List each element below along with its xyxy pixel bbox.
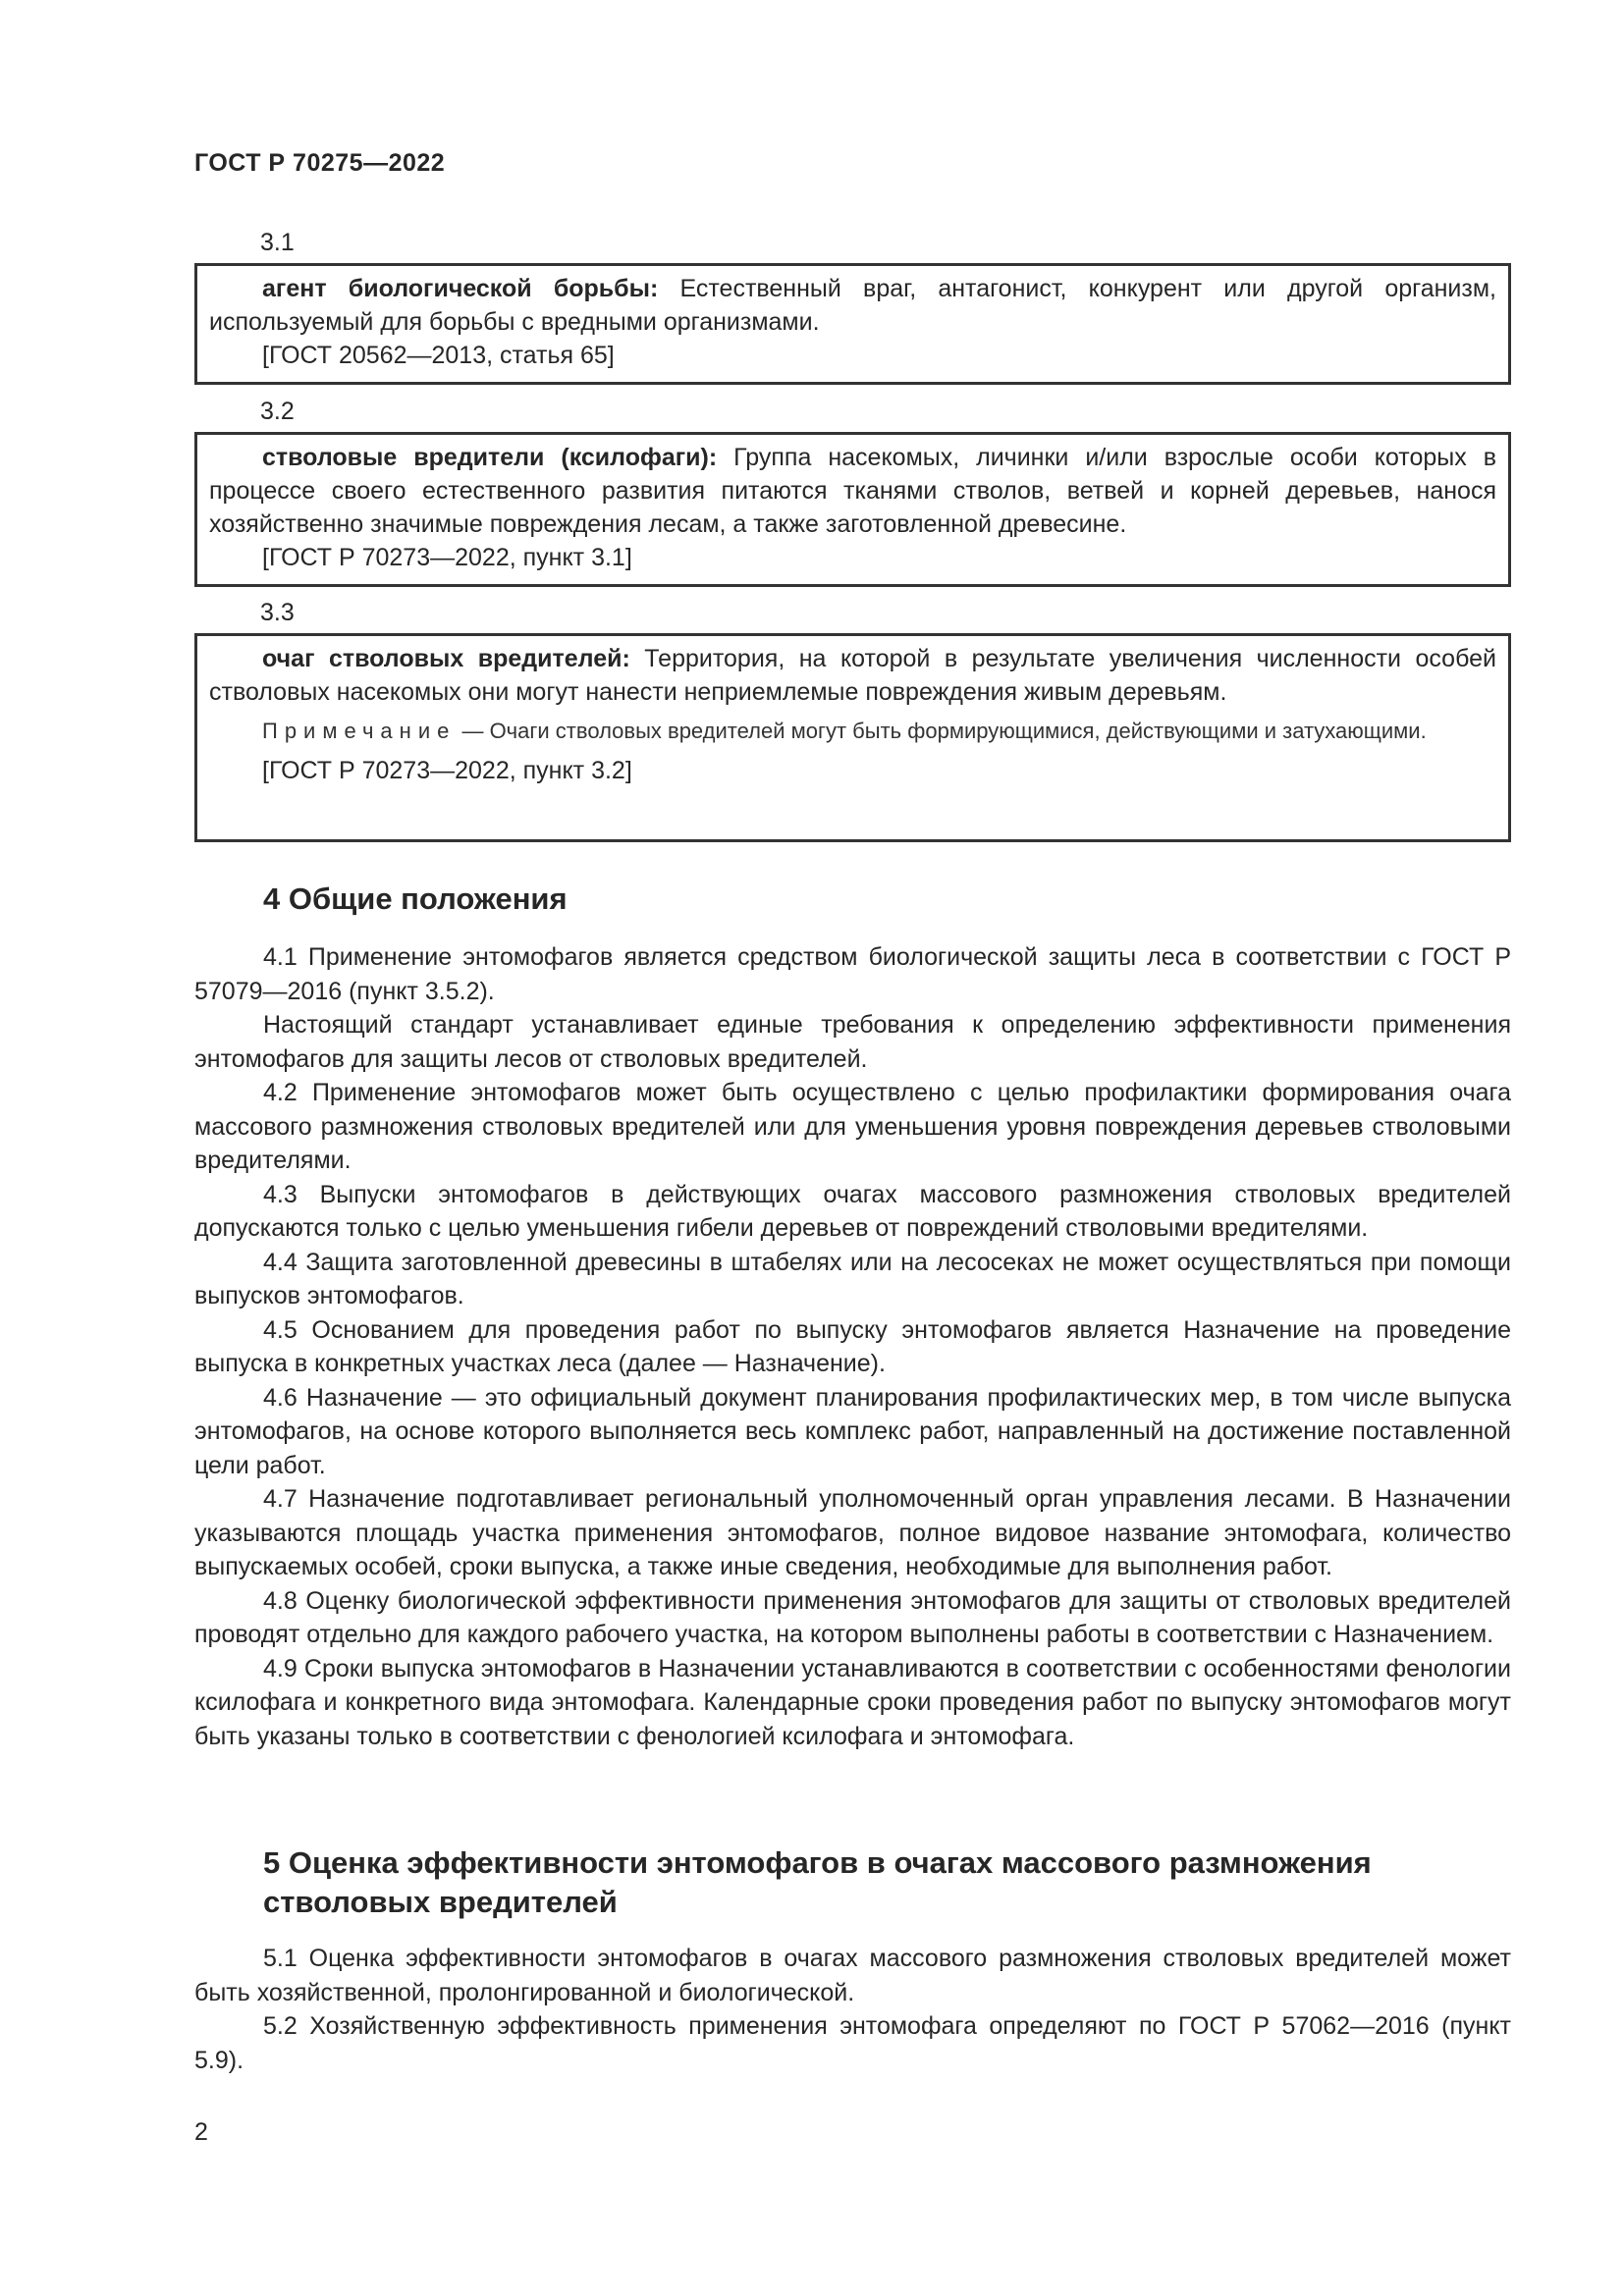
- term-definition-box: [194, 633, 1511, 842]
- term-definition: [209, 642, 1496, 709]
- paragraph: 5.2 Хозяйственную эффективность применения энтомофага определяют по ГОСТ Р 57062—2016 (пункт 5.9).: [194, 2012, 1511, 2074]
- paragraph: Настоящий стандарт устанавливает единые требования к определению эффективности применения энтомофагов для защиты лесов от стволовых вредителей.: [194, 1011, 1511, 1073]
- term-source: [ГОСТ 20562—2013, статья 65]: [262, 342, 615, 369]
- term-text: Территория, на которой в результате увеличения численности особей стволовых насекомых они могут нанести неприемлемые повреждения живым деревьям.: [209, 645, 1496, 706]
- section-4-body: [194, 940, 1511, 1753]
- paragraph: 4.5 Основанием для проведения работ по выпуску энтомофагов является Назначение на проведение выпуска в конкретных участках леса (далее — Назначение).: [194, 1315, 1511, 1377]
- term-name: стволовые вредители (ксилофаги):: [262, 444, 718, 471]
- paragraph: 4.7 Назначение подготавливает региональный уполномоченный орган управления лесами. В Назначении указываются площадь участка применения энтомофагов, полное видовое название энтомофага, количество выпускаемых особей, сроки выпуска, а также иные сведения, необходимые для выполнения работ.: [194, 1485, 1511, 1580]
- section-5-body: [194, 1942, 1511, 2077]
- paragraph: 4.2 Применение энтомофагов может быть осуществлено с целью профилактики формирования очага массового размножения стволовых вредителей или для уменьшения уровня повреждения деревьев стволовыми вредителями.: [194, 1079, 1511, 1174]
- term-definition: [209, 272, 1496, 339]
- paragraph: 4.1 Применение энтомофагов является средством биологической защиты леса в соответствии с ГОСТ Р 57079—2016 (пункт 3.5.2).: [194, 943, 1511, 1005]
- term-source: [ГОСТ Р 70273—2022, пункт 3.1]: [262, 544, 632, 571]
- document-code-header: ГОСТ Р 70275—2022: [194, 149, 446, 177]
- term-definition-box: [194, 432, 1511, 587]
- page-number: 2: [194, 2118, 208, 2146]
- paragraph: 4.4 Защита заготовленной древесины в штабелях или на лесосеках не может осуществляться при помощи выпусков энтомофагов.: [194, 1248, 1511, 1309]
- paragraph: 4.3 Выпуски энтомофагов в действующих очагах массового размножения стволовых вредителей допускаются только с целью уменьшения гибели деревьев от повреждений стволовыми вредителями.: [194, 1180, 1511, 1242]
- term-text: Естественный враг, антагонист, конкурент или другой организм, используемый для борьбы с вредными организмами.: [209, 275, 1496, 336]
- section-5-title: 5 Оценка эффективности энтомофагов в очагах массового размножения стволовых вредителей: [263, 1845, 1372, 1919]
- term-definition-box: [194, 263, 1511, 385]
- paragraph: 4.6 Назначение — это официальный документ планирования профилактических мер, в том числе выпуска энтомофагов, на основе которого выполняется весь комплекс работ, направленный на достижение поставленной цели работ.: [194, 1383, 1511, 1479]
- note-text: — Очаги стволовых вредителей могут быть формирующимися, действующими и затухающими.: [456, 719, 1427, 743]
- paragraph: 5.1 Оценка эффективности энтомофагов в очагах массового размножения стволовых вредителей может быть хозяйственной, пролонгированной и биологической.: [194, 1945, 1511, 2006]
- term-number: 3.1: [260, 229, 295, 256]
- term-text: Группа насекомых, личинки и/или взрослые особи которых в процессе своего естественного развития питаются тканями стволов, ветвей и корней деревьев, нанося хозяйственно значимые повреждения лесам, а также заготовленной древесине.: [209, 444, 1496, 538]
- term-number: 3.2: [260, 398, 295, 425]
- note-label: Примечание: [262, 719, 457, 743]
- term-note: [209, 717, 1496, 746]
- term-number: 3.3: [260, 599, 295, 626]
- term-name: агент биологической борьбы:: [262, 275, 659, 302]
- term-name: очаг стволовых вредителей:: [262, 645, 630, 672]
- section-4-title: 4 Общие положения: [263, 881, 568, 916]
- term-definition: [209, 441, 1496, 541]
- paragraph: 4.9 Сроки выпуска энтомофагов в Назначении устанавливаются в соответствии с особенностями фенологии ксилофага и конкретного вида энтомофага. Календарные сроки проведения работ по выпуску энтомофагов могут быть указаны только в соответствии с фенологией ксилофага и энтомофага.: [194, 1654, 1511, 1750]
- term-source: [ГОСТ Р 70273—2022, пункт 3.2]: [262, 757, 632, 784]
- paragraph: 4.8 Оценку биологической эффективности применения энтомофагов для защиты от стволовых вредителей проводят отдельно для каждого рабочего участка, на котором выполнены работы в соответствии с Назначением.: [194, 1586, 1511, 1648]
